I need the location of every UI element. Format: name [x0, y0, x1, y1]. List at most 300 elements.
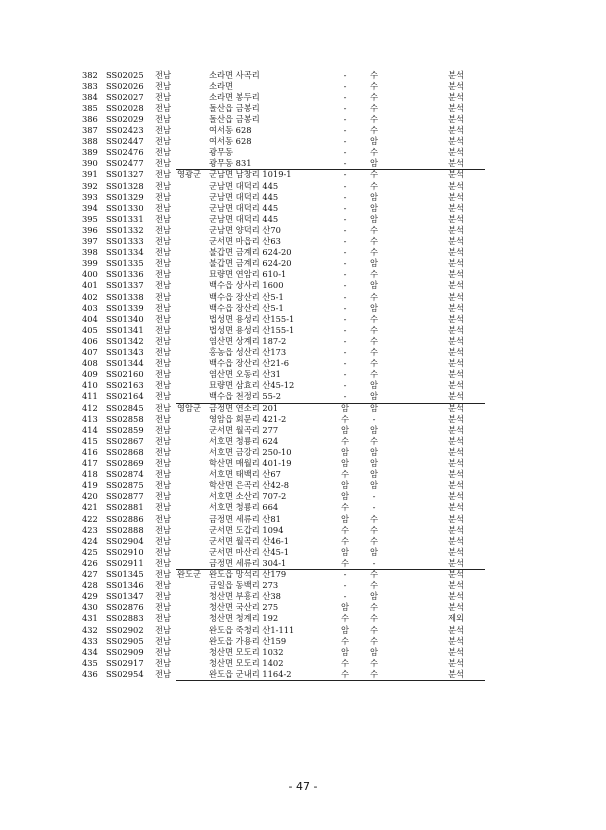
sample-code: SS01334 — [106, 247, 144, 258]
result: 분석 — [448, 102, 465, 113]
method-b: 수 — [369, 91, 378, 102]
address: 염산면 상계리 187-2 — [209, 335, 287, 346]
method-a: - — [343, 347, 347, 357]
address: 청산면 모도리 1032 — [209, 646, 284, 657]
sample-code: SS02867 — [106, 435, 144, 446]
row-number: 403 — [82, 302, 98, 313]
result: 분석 — [448, 202, 465, 213]
method-b: 암 — [369, 158, 378, 169]
row-number: 429 — [82, 591, 98, 602]
row-number: 402 — [82, 291, 98, 302]
method-b: 암 — [369, 480, 378, 491]
row-number: 410 — [82, 380, 98, 391]
table-row — [0, 147, 606, 158]
method-b: 암 — [369, 302, 378, 313]
method-a: 수 — [340, 613, 349, 624]
sample-code: SS02910 — [106, 546, 144, 557]
table-row — [0, 547, 606, 558]
result: 분석 — [448, 335, 465, 346]
address: 군남면 대덕리 445 — [209, 191, 279, 202]
table-row — [0, 636, 606, 647]
sample-code: SS02028 — [106, 102, 144, 113]
address: 여서동 628 — [209, 136, 252, 147]
table-row — [0, 480, 606, 491]
method-b: 수 — [369, 335, 378, 346]
sample-code: SS01338 — [106, 291, 144, 302]
method-b: 수 — [369, 180, 378, 191]
method-b: 암 — [369, 591, 378, 602]
method-b: - — [372, 502, 376, 513]
method-a: 암 — [340, 624, 349, 635]
row-number: 434 — [82, 646, 98, 657]
sample-code: SS02875 — [106, 480, 144, 491]
row-number: 419 — [82, 480, 98, 491]
result: 분석 — [448, 280, 465, 291]
address: 군남면 대덕리 445 — [209, 180, 279, 191]
sample-code: SS01344 — [106, 358, 144, 369]
result: 분석 — [448, 347, 465, 357]
province: 전남 — [155, 347, 172, 357]
row-number: 401 — [82, 280, 98, 291]
table-row — [0, 125, 606, 136]
address: 군서면 월곡리 산46-1 — [209, 535, 290, 546]
result: 분석 — [448, 424, 465, 435]
address: 군서면 마산리 산45-1 — [209, 546, 290, 557]
county: 영암군 — [177, 402, 202, 413]
sample-code: SS01340 — [106, 313, 144, 324]
result: 분석 — [448, 668, 465, 679]
method-b: 암 — [369, 546, 378, 557]
row-number: 406 — [82, 335, 98, 346]
table-row — [0, 192, 606, 203]
sample-code: SS01331 — [106, 213, 144, 224]
sample-code: SS02476 — [106, 147, 144, 158]
method-b: 수 — [369, 324, 378, 335]
method-b: 수 — [369, 624, 378, 635]
sample-code: SS01333 — [106, 236, 144, 246]
table-row — [0, 247, 606, 258]
result: 분석 — [448, 180, 465, 191]
address: 완도읍 죽청리 산1-111 — [209, 624, 295, 635]
table-row — [0, 292, 606, 303]
address: 금정면 세류리 304-1 — [209, 557, 287, 568]
province: 전남 — [155, 313, 172, 324]
result: 분석 — [448, 136, 465, 147]
sample-code: SS02447 — [106, 136, 144, 147]
address: 군남면 대덕리 445 — [209, 202, 279, 213]
row-number: 393 — [82, 191, 98, 202]
province: 전남 — [155, 435, 172, 446]
method-a: 수 — [340, 413, 349, 424]
method-b: 암 — [369, 402, 378, 413]
address: 서호면 태백리 산67 — [209, 469, 281, 480]
sample-code: SS01341 — [106, 324, 144, 335]
method-b: 암 — [369, 136, 378, 147]
province: 전남 — [155, 613, 172, 624]
result: 분석 — [448, 158, 465, 169]
method-b: 수 — [369, 113, 378, 124]
result: 분석 — [448, 480, 465, 491]
result: 분석 — [448, 502, 465, 513]
method-a: 암 — [340, 546, 349, 557]
method-a: - — [343, 291, 347, 302]
result: 분석 — [448, 125, 465, 135]
sample-code: SS02025 — [106, 69, 144, 80]
table-row — [0, 436, 606, 447]
method-a: - — [343, 147, 347, 158]
table-row — [0, 380, 606, 391]
method-b: 수 — [369, 668, 378, 679]
province: 전남 — [155, 302, 172, 313]
table-bottom-rule — [176, 680, 485, 681]
method-a: 수 — [340, 502, 349, 513]
method-b: 수 — [369, 269, 378, 280]
method-a: 수 — [340, 657, 349, 668]
sample-code: SS01332 — [106, 224, 144, 235]
sample-code: SS01342 — [106, 335, 144, 346]
result: 분석 — [448, 358, 465, 369]
sample-code: SS02869 — [106, 458, 144, 468]
table-row — [0, 613, 606, 624]
result: 분석 — [448, 513, 465, 524]
row-number: 430 — [82, 602, 98, 613]
result: 분석 — [448, 324, 465, 335]
row-number: 390 — [82, 158, 98, 169]
row-number: 384 — [82, 91, 98, 102]
sample-code: SS02423 — [106, 125, 144, 135]
method-a: - — [343, 202, 347, 213]
method-b: 수 — [369, 602, 378, 613]
result: 분석 — [448, 657, 465, 668]
row-number: 431 — [82, 613, 98, 624]
table-row — [0, 591, 606, 602]
row-number: 415 — [82, 435, 98, 446]
sample-code: SS01339 — [106, 302, 144, 313]
sample-code: SS02911 — [106, 557, 144, 568]
method-a: - — [343, 569, 347, 579]
province: 전남 — [155, 158, 172, 169]
table-row — [0, 514, 606, 525]
sample-code: SS02876 — [106, 602, 144, 613]
result: 분석 — [448, 302, 465, 313]
method-b: 수 — [369, 358, 378, 369]
address: 불갑면 금계리 624-20 — [209, 247, 292, 258]
sample-code: SS02026 — [106, 80, 144, 91]
province: 전남 — [155, 402, 172, 413]
province: 전남 — [155, 657, 172, 668]
sample-code: SS01346 — [106, 580, 144, 591]
address: 백수읍 장산리 산21-6 — [209, 358, 290, 369]
row-number: 389 — [82, 147, 98, 158]
province: 전남 — [155, 391, 172, 402]
province: 전남 — [155, 247, 172, 258]
sample-code: SS02883 — [106, 613, 144, 624]
method-a: - — [343, 591, 347, 602]
result: 분석 — [448, 635, 465, 646]
method-a: - — [343, 191, 347, 202]
sample-code: SS01336 — [106, 269, 144, 280]
table-row — [0, 658, 606, 669]
address: 군서면 월곡리 277 — [209, 424, 279, 435]
province: 전남 — [155, 258, 172, 269]
table-row — [0, 280, 606, 291]
province: 전남 — [155, 635, 172, 646]
table-row — [0, 525, 606, 536]
result: 분석 — [448, 269, 465, 280]
sample-code: SS01343 — [106, 347, 144, 357]
page-number: - 47 - — [288, 780, 318, 793]
table-row — [0, 236, 606, 247]
address: 백수읍 장산리 산5-1 — [209, 302, 284, 313]
row-number: 386 — [82, 113, 98, 124]
method-a: 암 — [340, 458, 349, 468]
method-b: 수 — [369, 224, 378, 235]
row-number: 397 — [82, 236, 98, 246]
province: 전남 — [155, 602, 172, 613]
sample-code: SS01337 — [106, 280, 144, 291]
row-number: 421 — [82, 502, 98, 513]
address: 광무동 831 — [209, 158, 252, 169]
method-a: 수 — [340, 535, 349, 546]
result: 분석 — [448, 169, 465, 180]
address: 완도읍 망석리 산179 — [209, 569, 287, 579]
sample-code: SS01328 — [106, 180, 144, 191]
method-a: 암 — [340, 602, 349, 613]
result: 분석 — [448, 524, 465, 535]
address: 청산면 부흥리 산38 — [209, 591, 281, 602]
method-b: 수 — [369, 69, 378, 80]
table-row — [0, 391, 606, 402]
result: 분석 — [448, 369, 465, 380]
row-number: 413 — [82, 413, 98, 424]
row-number: 414 — [82, 424, 98, 435]
address: 여서동 628 — [209, 125, 252, 135]
row-number: 383 — [82, 80, 98, 91]
method-a: - — [343, 125, 347, 135]
table-row — [0, 403, 606, 414]
method-a: - — [343, 169, 347, 180]
row-number: 433 — [82, 635, 98, 646]
method-a: - — [343, 335, 347, 346]
address: 백수읍 천정리 55-2 — [209, 391, 282, 402]
method-a: - — [343, 369, 347, 380]
sample-code: SS02904 — [106, 535, 144, 546]
address: 법성면 용성리 산155-1 — [209, 313, 295, 324]
sample-code: SS02845 — [106, 402, 144, 413]
method-a: - — [343, 80, 347, 91]
province: 전남 — [155, 369, 172, 380]
province: 전남 — [155, 535, 172, 546]
result: 분석 — [448, 224, 465, 235]
method-b: 암 — [369, 380, 378, 391]
method-b: 암 — [369, 191, 378, 202]
table-row — [0, 203, 606, 214]
province: 전남 — [155, 569, 172, 579]
table-row — [0, 369, 606, 380]
address: 법성면 용성리 산155-1 — [209, 324, 295, 335]
table-row — [0, 303, 606, 314]
sample-code: SS02027 — [106, 91, 144, 102]
address: 금정면 세류리 산81 — [209, 513, 281, 524]
result: 분석 — [448, 213, 465, 224]
table-row — [0, 347, 606, 358]
province: 전남 — [155, 502, 172, 513]
result: 분석 — [448, 535, 465, 546]
address: 묘량면 삼효리 산45-12 — [209, 380, 295, 391]
province: 전남 — [155, 624, 172, 635]
method-b: 암 — [369, 458, 378, 468]
sample-code: SS02888 — [106, 524, 144, 535]
result: 분석 — [448, 446, 465, 457]
result: 제외 — [448, 613, 465, 624]
row-number: 385 — [82, 102, 98, 113]
address: 군서면 마읍리 산63 — [209, 236, 281, 246]
method-b: 암 — [369, 213, 378, 224]
table-row — [0, 358, 606, 369]
table-row — [0, 602, 606, 613]
method-a: - — [343, 236, 347, 246]
result: 분석 — [448, 69, 465, 80]
method-b: 수 — [369, 613, 378, 624]
address: 돌산읍 금봉리 — [209, 102, 260, 113]
method-b: 수 — [369, 435, 378, 446]
province: 전남 — [155, 169, 172, 180]
sample-code: SS02881 — [106, 502, 144, 513]
method-b: 수 — [369, 524, 378, 535]
sample-code: SS02160 — [106, 369, 144, 380]
province: 전남 — [155, 324, 172, 335]
method-a: 수 — [340, 524, 349, 535]
table-row — [0, 181, 606, 192]
table-row — [0, 169, 606, 180]
method-b: 암 — [369, 280, 378, 291]
address: 청산면 모도리 1402 — [209, 657, 284, 668]
result: 분석 — [448, 580, 465, 591]
table-row — [0, 136, 606, 147]
address: 금정면 연소리 201 — [209, 402, 279, 413]
method-b: 수 — [369, 313, 378, 324]
method-b: 암 — [369, 391, 378, 402]
method-a: - — [343, 158, 347, 169]
table-row — [0, 214, 606, 225]
address: 서호면 청룡리 624 — [209, 435, 279, 446]
province: 전남 — [155, 646, 172, 657]
method-a: - — [343, 136, 347, 147]
province: 전남 — [155, 380, 172, 391]
result: 분석 — [448, 624, 465, 635]
method-b: - — [372, 413, 376, 424]
table-row — [0, 70, 606, 81]
method-a: 수 — [340, 557, 349, 568]
method-a: - — [343, 313, 347, 324]
sample-code: SS01347 — [106, 591, 144, 602]
sample-code: SS02874 — [106, 469, 144, 480]
table-row — [0, 625, 606, 636]
address: 완도읍 가용리 산159 — [209, 635, 287, 646]
sample-code: SS02886 — [106, 513, 144, 524]
row-number: 392 — [82, 180, 98, 191]
method-a: 수 — [340, 435, 349, 446]
row-number: 427 — [82, 569, 98, 579]
result: 분석 — [448, 646, 465, 657]
province: 전남 — [155, 102, 172, 113]
result: 분석 — [448, 469, 465, 480]
row-number: 382 — [82, 69, 98, 80]
province: 전남 — [155, 580, 172, 591]
province: 전남 — [155, 236, 172, 246]
province: 전남 — [155, 113, 172, 124]
table-row — [0, 580, 606, 591]
method-a: - — [343, 247, 347, 258]
method-a: 암 — [340, 402, 349, 413]
method-a: 암 — [340, 646, 349, 657]
province: 전남 — [155, 136, 172, 147]
result: 분석 — [448, 258, 465, 269]
method-a: 수 — [340, 668, 349, 679]
table-row — [0, 647, 606, 658]
table-row — [0, 669, 606, 680]
sample-code: SS02477 — [106, 158, 144, 169]
sample-code: SS02164 — [106, 391, 144, 402]
row-number: 417 — [82, 458, 98, 468]
method-b: 암 — [369, 446, 378, 457]
method-a: 암 — [340, 480, 349, 491]
method-b: - — [372, 491, 376, 502]
result: 분석 — [448, 313, 465, 324]
province: 전남 — [155, 180, 172, 191]
province: 전남 — [155, 191, 172, 202]
table-row — [0, 502, 606, 513]
address: 염산면 오동리 산31 — [209, 369, 281, 380]
row-number: 422 — [82, 513, 98, 524]
method-b: 수 — [369, 125, 378, 135]
province: 전남 — [155, 269, 172, 280]
method-b: 수 — [369, 147, 378, 158]
row-number: 398 — [82, 247, 98, 258]
table-row — [0, 414, 606, 425]
sample-code: SS01345 — [106, 569, 144, 579]
method-a: - — [343, 280, 347, 291]
sample-code: SS02868 — [106, 446, 144, 457]
result: 분석 — [448, 147, 465, 158]
row-number: 411 — [82, 391, 98, 402]
sample-code: SS01327 — [106, 169, 144, 180]
address: 군남면 남창리 1019-1 — [209, 169, 292, 180]
table-row — [0, 314, 606, 325]
method-a: - — [343, 580, 347, 591]
table-row — [0, 158, 606, 169]
table-row — [0, 225, 606, 236]
address: 금일읍 동백리 273 — [209, 580, 279, 591]
table-row — [0, 536, 606, 547]
method-b: 수 — [369, 291, 378, 302]
address: 홍농읍 성산리 산173 — [209, 347, 287, 357]
address: 소라면 — [209, 80, 234, 91]
method-a: - — [343, 69, 347, 80]
county: 완도군 — [177, 569, 202, 579]
row-number: 404 — [82, 313, 98, 324]
province: 전남 — [155, 480, 172, 491]
method-a: 수 — [340, 469, 349, 480]
row-number: 396 — [82, 224, 98, 235]
result: 분석 — [448, 491, 465, 502]
method-a: 수 — [340, 635, 349, 646]
method-b: 수 — [369, 657, 378, 668]
county: 영광군 — [177, 169, 202, 180]
address: 영암읍 회문리 421-2 — [209, 413, 287, 424]
method-a: - — [343, 269, 347, 280]
result: 분석 — [448, 458, 465, 468]
